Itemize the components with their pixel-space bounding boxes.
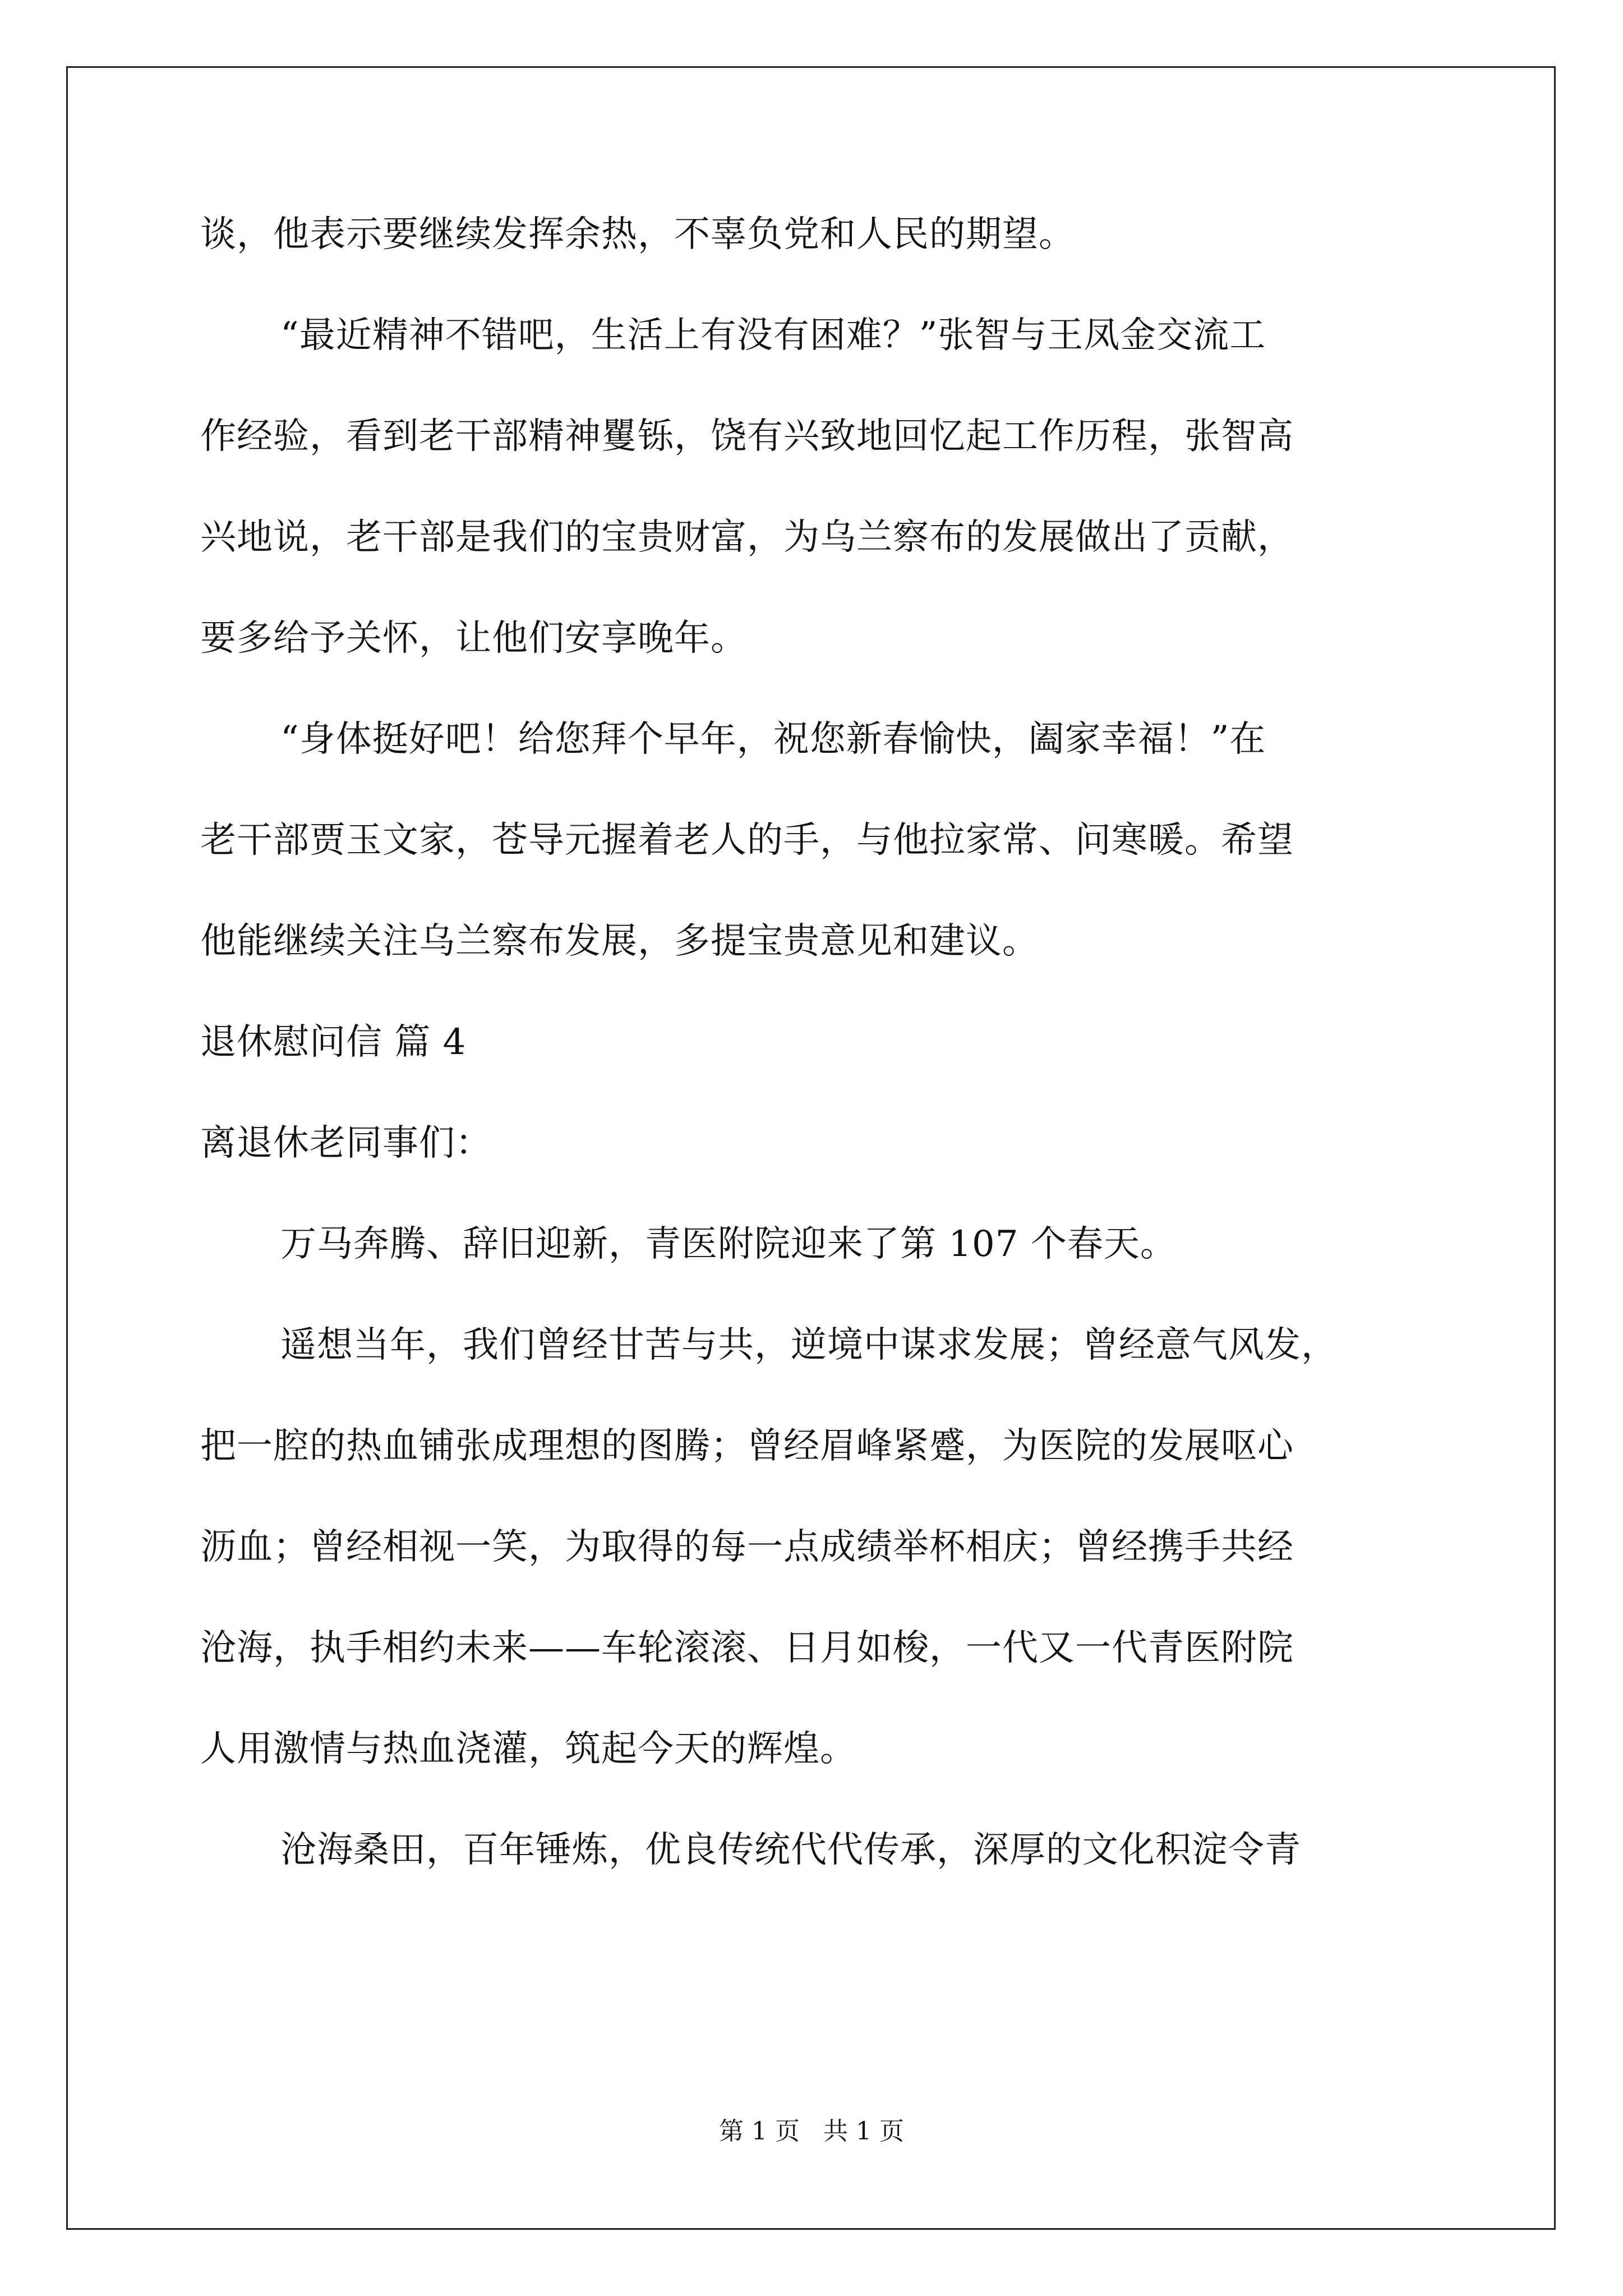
- body-line: 兴地说，老干部是我们的宝贵财富，为乌兰察布的发展做出了贡献，: [200, 517, 1294, 558]
- body-line: 老干部贾玉文家，苍导元握着老人的手，与他拉家常、问寒暖。希望: [200, 820, 1294, 861]
- body-line: 沧海，执手相约未来——车轮滚滚、日月如梭，一代又一代青医附院: [200, 1627, 1294, 1669]
- body-line: 沥血；曾经相视一笑，为取得的每一点成绩举杯相庆；曾经携手共经: [200, 1526, 1294, 1568]
- page-number-current: 第 1 页: [719, 2117, 800, 2146]
- body-line: 谈，他表示要继续发挥余热，不辜负党和人民的期望。: [200, 214, 1075, 255]
- section-heading: 退休慰问信 篇 4: [200, 1022, 467, 1063]
- body-line: 万马奔腾、辞旧迎新，青医附院迎来了第 107 个春天。: [280, 1223, 1177, 1265]
- body-line: 遥想当年，我们曾经甘苦与共，逆境中谋求发展；曾经意气风发，: [280, 1324, 1338, 1366]
- body-line: 作经验，看到老干部精神矍铄，饶有兴致地回忆起工作历程，张智高: [200, 416, 1294, 457]
- body-line: 人用激情与热血浇灌，筑起今天的辉煌。: [200, 1728, 856, 1770]
- salutation: 离退休老同事们：: [200, 1122, 492, 1164]
- body-line: 沧海桑田，百年锤炼，优良传统代代传承，深厚的文化积淀令青: [280, 1829, 1301, 1871]
- body-line: “最近精神不错吧，生活上有没有困难？”张智与王凤金交流工: [280, 315, 1266, 356]
- page-footer: [0, 2115, 1623, 2148]
- body-line: 要多给予关怀，让他们安享晚年。: [200, 618, 747, 659]
- body-line: 他能继续关注乌兰察布发展，多提宝贵意见和建议。: [200, 921, 1039, 962]
- body-line: 把一腔的热血铺张成理想的图腾；曾经眉峰紧蹙，为医院的发展呕心: [200, 1425, 1294, 1467]
- body-line: “身体挺好吧！给您拜个早年，祝您新春愉快，阖家幸福！”在: [280, 719, 1266, 760]
- page-number-total: 共 1 页: [823, 2117, 904, 2146]
